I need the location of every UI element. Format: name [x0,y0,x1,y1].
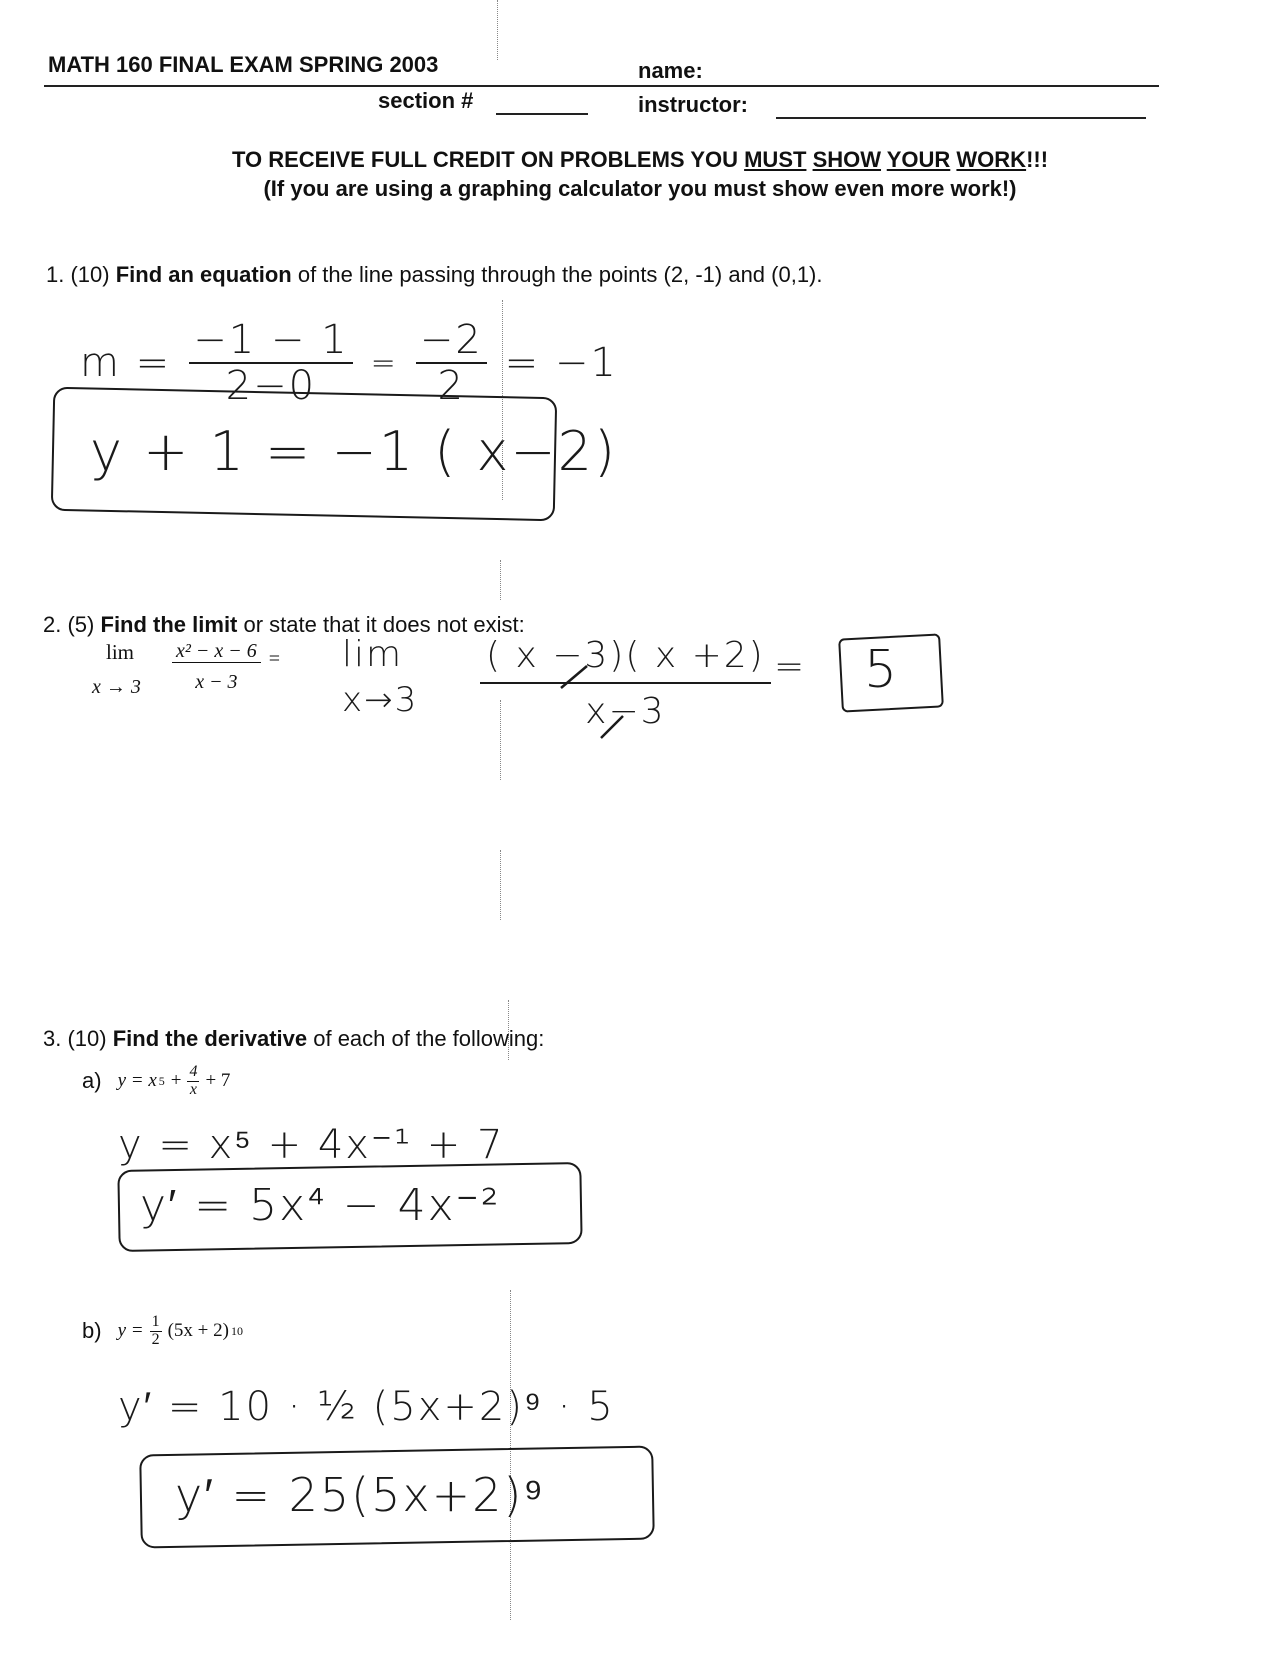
part-a-label: a) [82,1068,102,1094]
work-den: x−3 [585,690,666,732]
part-a-tail: + 7 [205,1070,231,1092]
part-b-tail: (5x + 2) [167,1320,229,1342]
problem-number: 3. [43,1026,62,1051]
part-a-plus: + [170,1070,182,1092]
fold-mark [500,850,501,920]
part-b-exp: 10 [230,1323,243,1338]
part-a-den: x [189,1080,198,1098]
problem-bold-text: Find an equation [115,262,292,287]
slope-den-1: 2−0 [225,363,317,409]
instructions-show: SHOW [812,147,882,172]
part-a-fraction [187,1064,199,1099]
cancel-strokes [505,640,685,740]
work-lim: lim [342,634,404,675]
instructions-suffix: !!! [1026,147,1049,172]
section-field[interactable] [496,113,588,115]
problem-points: (10) [67,1026,107,1051]
slope-m: m = [80,340,172,386]
fold-mark [500,560,501,600]
part-a-num: 4 [189,1063,198,1080]
problem-1-statement [46,262,823,288]
problem-bold-text: Find the derivative [112,1026,308,1051]
part-a-answer: y′ = 5x⁴ − 4x⁻² [140,1180,501,1231]
part-b-den: 2 [151,1330,160,1348]
problem-number: 1. [46,262,65,287]
work-num: ( x −3)( x +2) [480,636,771,684]
part-b-printed [82,1314,243,1349]
slope-den-2: 2 [437,363,465,409]
instructions-must: MUST [744,147,807,172]
instructions-line [0,147,1280,173]
problem-number: 2. [43,612,62,637]
problem-rest-text: of each of the following: [307,1026,545,1051]
part-b-answer: y′ = 25(5x+2)⁹ [175,1468,546,1522]
cancel-stroke-den [601,716,623,738]
printed-den: x − 3 [195,671,238,693]
part-b-work: y′ = 10 · ½ (5x+2)⁹ · 5 [118,1384,615,1430]
fold-mark [497,0,498,60]
printed-lim: lim [106,640,135,664]
name-label: name: [638,58,703,83]
problem-bold-text: Find the limit [100,612,238,637]
problem-rest-text: or state that it does not exist: [237,612,525,637]
answer-1: y + 1 = −1 ( x−2) [90,420,618,483]
problem-3-statement [43,1026,544,1052]
printed-eq: = [268,648,281,670]
cancel-stroke-num [561,666,587,688]
instructor-label: instructor: [638,92,748,117]
section-label: section # [378,88,474,113]
title-underline [44,85,1159,87]
part-b-label: b) [82,1318,102,1344]
problem-2-statement [43,612,525,638]
instructions-your: YOUR [886,147,951,172]
printed-lim-sub: x → 3 [92,676,141,698]
printed-fraction [172,640,261,693]
printed-limit-fraction [172,640,280,693]
problem-points: (10) [70,262,110,287]
part-b-lhs: y = [117,1320,144,1342]
work-eq: = [774,646,807,687]
exam-title: MATH 160 FINAL EXAM SPRING 2003 [48,52,439,77]
printed-num: x² − x − 6 [172,640,261,663]
work-lim-sub: x→3 [342,680,419,720]
part-b-num: 1 [151,1313,160,1330]
slope-num-1: −1 − 1 [189,318,352,364]
slope-num-2: −2 [416,318,487,364]
part-a-exp: 5 [158,1073,165,1088]
instructions-prefix: TO RECEIVE FULL CREDIT ON PROBLEMS YOU [231,147,745,172]
instructions-work: WORK [956,147,1027,172]
slope-eq-1: = [370,345,398,381]
problem-points: (5) [67,612,95,637]
part-a-printed [82,1064,230,1099]
slope-result: = −1 [504,340,618,386]
problem-rest-text: of the line passing through the points (2, -1) and (0,1). [291,262,823,287]
part-b-fraction [150,1314,162,1349]
instructor-field[interactable] [776,117,1146,119]
part-a-work: y = x⁵ + 4x⁻¹ + 7 [118,1122,505,1168]
answer-2: 5 [864,640,900,700]
calculator-note: (If you are using a graphing calculator you must show even more work!) [263,176,1017,201]
part-a-lhs: y = x [117,1070,157,1092]
